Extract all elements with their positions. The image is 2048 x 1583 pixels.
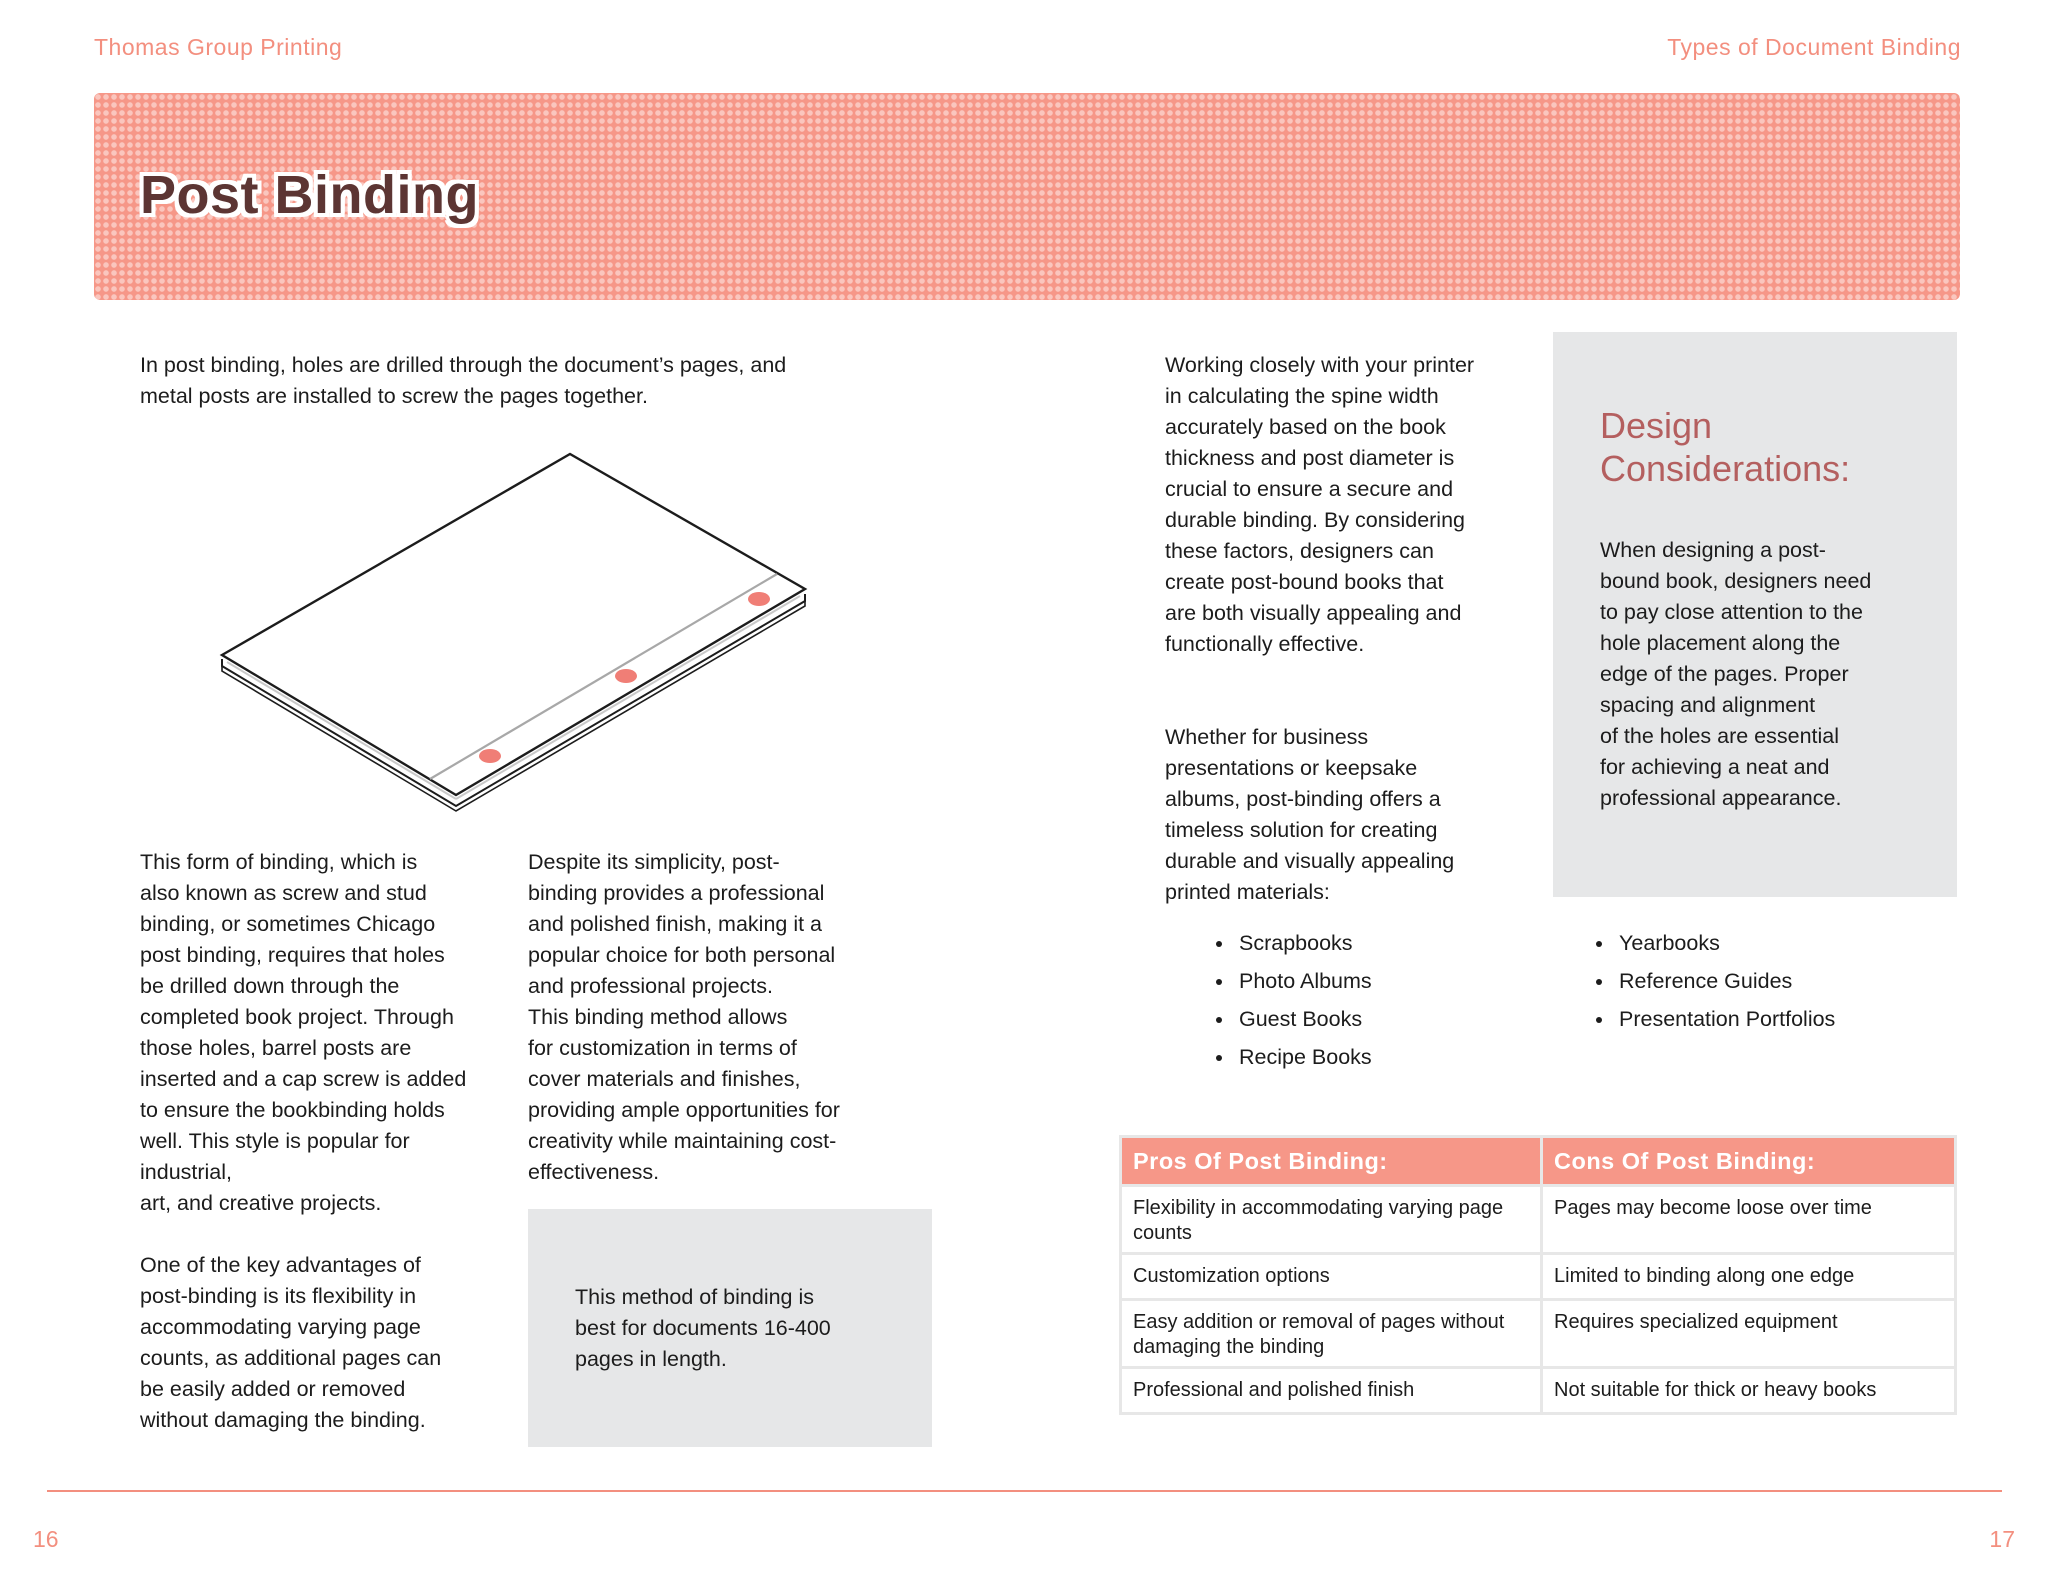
pro-cell: Flexibility in accommodating varying page counts: [1121, 1186, 1542, 1254]
list-item: • Guest Books: [1235, 1000, 1372, 1038]
pros-cons-table: [1119, 1135, 1957, 1415]
table-header-row: [1121, 1137, 1956, 1186]
body-column-2: Despite its simplicity, post- binding provides a professional and polished finish, making it a popular choice for both personal and professional projects. This binding method allows for customization in terms of cover materials and finishes, providing ample opportunities for creativity while maintaining cost- effectiveness.: [528, 850, 840, 1184]
list-item: • Yearbooks: [1615, 924, 1835, 962]
table-row: [1121, 1300, 1956, 1368]
design-considerations-heading: Design Considerations:: [1600, 405, 1851, 489]
table-row: [1121, 1254, 1956, 1300]
post-hole-icon: [615, 669, 637, 683]
table-row: [1121, 1368, 1956, 1414]
con-cell: Pages may become loose over time: [1542, 1186, 1956, 1254]
post-hole-icon: [748, 592, 770, 606]
length-callout-text: This method of binding is best for documents 16-400 pages in length.: [575, 1285, 831, 1371]
list-item: • Presentation Portfolios: [1615, 1000, 1835, 1038]
page-title: Post Binding: [140, 165, 479, 225]
spine-width-paragraph: Working closely with your printer in calculating the spine width accurately based on the book thickness and post diameter is crucial to ensure a secure and durable binding. By considering these factors, designers can create post-bound books that are both visually appealing and functionally effective.: [1165, 353, 1475, 656]
page-number-left: 16: [33, 1526, 59, 1552]
book-cover: [222, 454, 805, 795]
design-considerations-text: When designing a post- bound book, designers need to pay close attention to the hole placement along the edge of the pages. Proper spacing and alignment of the holes are essential for achieving a neat and professional appearance.: [1600, 538, 1872, 810]
post-bound-book-icon: [215, 450, 815, 820]
intro-paragraph: In post binding, holes are drilled through the document’s pages, and metal posts are installed to screw the pages together.: [140, 353, 787, 408]
list-item: • Scrapbooks: [1235, 924, 1372, 962]
post-hole-icon: [479, 749, 501, 763]
design-considerations-box: [1553, 332, 1957, 897]
length-callout-box: [528, 1209, 932, 1447]
pro-cell: Customization options: [1121, 1254, 1542, 1300]
pros-header: Pros Of Post Binding:: [1121, 1137, 1542, 1186]
running-header-left: Thomas Group Printing: [94, 34, 343, 60]
list-item: • Photo Albums: [1235, 962, 1372, 1000]
pro-cell: Easy addition or removal of pages without damaging the binding: [1121, 1300, 1542, 1368]
uses-list-2: [1585, 924, 1835, 1038]
cons-header: Cons Of Post Binding:: [1542, 1137, 1956, 1186]
footer-rule: [47, 1490, 2002, 1492]
body-column-1: This form of binding, which is also known as screw and stud binding, or sometimes Chicago post binding, requires that holes be drilled down through the completed book project. Through those holes, barrel posts are inserted and a cap screw is added to ensure the bookbinding holds well. This style is popular for industrial, art, and creative projects. One of the key advantages of post-binding is its flexibility in accommodating varying page counts, as additional pages can be easily added or removed without damaging the binding.: [140, 850, 467, 1432]
con-cell: Limited to binding along one edge: [1542, 1254, 1956, 1300]
table-row: [1121, 1186, 1956, 1254]
pro-cell: Professional and polished finish: [1121, 1368, 1542, 1414]
page-number-right: 17: [1989, 1526, 2015, 1552]
list-item: • Reference Guides: [1615, 962, 1835, 1000]
list-item: • Recipe Books: [1235, 1038, 1372, 1076]
uses-list-1: [1205, 924, 1372, 1076]
running-header-right: Types of Document Binding: [1667, 34, 1961, 60]
uses-intro-paragraph: Whether for business presentations or keepsake albums, post-binding offers a timeless solution for creating durable and visually appealing printed materials:: [1165, 725, 1455, 904]
con-cell: Requires specialized equipment: [1542, 1300, 1956, 1368]
con-cell: Not suitable for thick or heavy books: [1542, 1368, 1956, 1414]
